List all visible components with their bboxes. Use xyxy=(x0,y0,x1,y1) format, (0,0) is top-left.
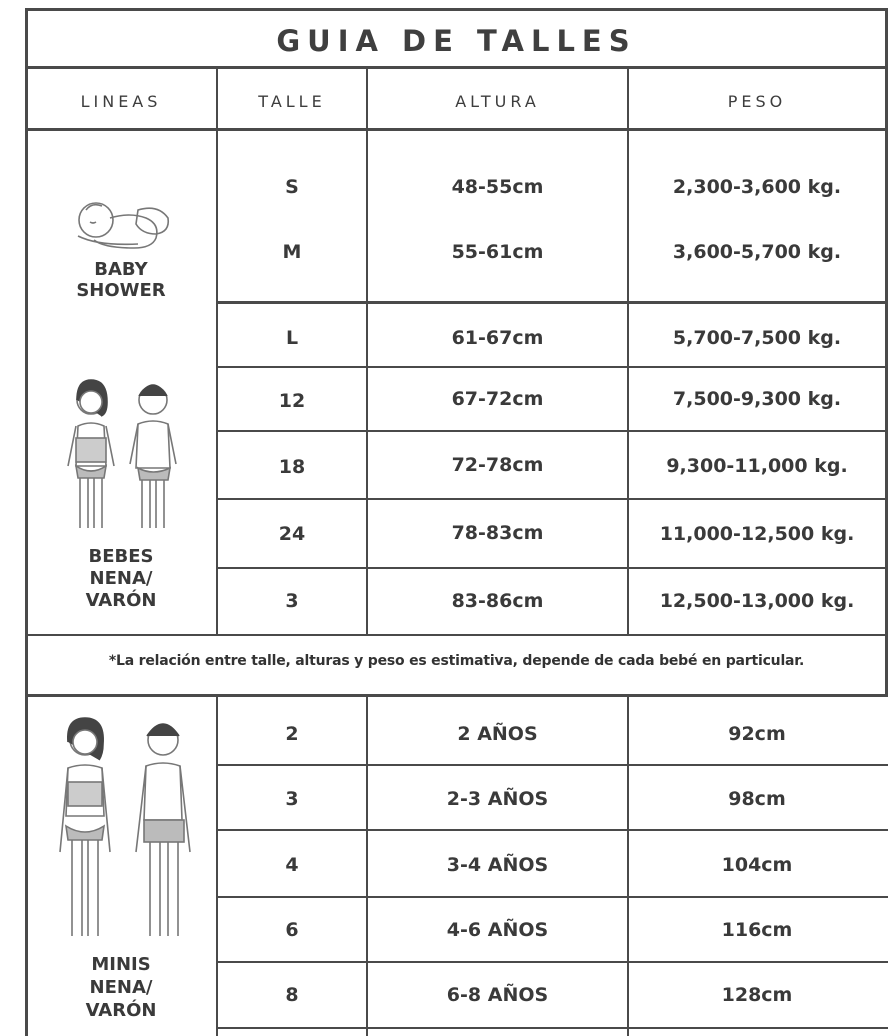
cell-peso: 7,500-9,300 kg. xyxy=(672,388,842,410)
group-bebes-line3: VARÓN xyxy=(85,590,157,611)
cell-peso: 12,500-13,000 kg. xyxy=(659,590,855,612)
cell-altura: 92cm xyxy=(728,723,786,745)
group-minis-line3: VARÓN xyxy=(85,1000,157,1021)
cell-altura: 128cm xyxy=(721,984,793,1006)
group-baby-shower-line2: SHOWER xyxy=(76,280,166,301)
toddlers-icon xyxy=(58,378,188,538)
header-talle: TALLE xyxy=(258,92,326,111)
sleeping-baby-icon xyxy=(68,192,178,252)
cell-edad: 2 AÑOS xyxy=(457,723,538,745)
cell-altura: 48-55cm xyxy=(451,176,544,198)
cell-peso: 2,300-3,600 kg. xyxy=(672,176,842,198)
cell-talle: 3 xyxy=(285,788,299,810)
kids-icon xyxy=(48,716,198,946)
row-line xyxy=(216,366,888,368)
row-line xyxy=(216,829,888,831)
header-altura: ALTURA xyxy=(455,92,540,111)
frame-left xyxy=(25,8,28,1036)
frame-top xyxy=(25,8,888,11)
cell-talle: 12 xyxy=(278,390,306,412)
row-line xyxy=(216,1027,888,1029)
cell-talle: 2 xyxy=(285,723,299,745)
group-minis-line1: MINIS xyxy=(91,954,151,975)
cell-peso: 5,700-7,500 kg. xyxy=(672,327,842,349)
row-line xyxy=(216,430,888,432)
group-bebes-line1: BEBES xyxy=(88,546,154,567)
cell-talle: 4 xyxy=(285,854,299,876)
row-line xyxy=(216,961,888,963)
page-title: GUIA DE TALLES xyxy=(276,24,637,58)
cell-altura: 83-86cm xyxy=(451,590,544,612)
cell-edad: 4-6 AÑOS xyxy=(446,919,549,941)
header-peso: PESO xyxy=(727,92,787,111)
cell-altura: 78-83cm xyxy=(451,522,544,544)
cell-altura: 61-67cm xyxy=(451,327,544,349)
cell-peso: 9,300-11,000 kg. xyxy=(666,455,848,477)
group-bebes-line2: NENA/ xyxy=(89,568,153,589)
cell-talle: L xyxy=(285,327,299,349)
row-line xyxy=(216,764,888,766)
cell-talle: 18 xyxy=(278,456,306,478)
group-baby-shower-line1: BABY xyxy=(94,259,148,280)
header-lineas: LINEAS xyxy=(80,92,162,111)
row-line xyxy=(25,694,888,697)
row-line xyxy=(216,301,888,304)
cell-peso: 11,000-12,500 kg. xyxy=(659,523,855,545)
group-minis-line2: NENA/ xyxy=(89,977,153,998)
row-line xyxy=(216,896,888,898)
row-line xyxy=(25,634,888,636)
cell-talle: 3 xyxy=(285,590,299,612)
cell-edad: 3-4 AÑOS xyxy=(446,854,549,876)
cell-talle: 8 xyxy=(285,984,299,1006)
cell-talle: 6 xyxy=(285,919,299,941)
cell-altura: 55-61cm xyxy=(451,241,544,263)
cell-altura: 67-72cm xyxy=(451,388,544,410)
divider xyxy=(25,66,888,69)
cell-altura: 72-78cm xyxy=(451,454,544,476)
disclaimer-note: *La relación entre talle, alturas y peso es estimativa, depende de cada bebé en particular. xyxy=(108,653,805,669)
cell-talle: S xyxy=(285,176,299,198)
cell-edad: 6-8 AÑOS xyxy=(446,984,549,1006)
cell-talle: M xyxy=(282,241,302,263)
row-line xyxy=(216,498,888,500)
cell-peso: 3,600-5,700 kg. xyxy=(672,241,842,263)
cell-edad: 2-3 AÑOS xyxy=(446,788,549,810)
row-line xyxy=(216,567,888,569)
cell-talle: 24 xyxy=(278,523,306,545)
cell-altura: 98cm xyxy=(728,788,786,810)
cell-altura: 116cm xyxy=(721,919,793,941)
cell-altura: 104cm xyxy=(721,854,793,876)
